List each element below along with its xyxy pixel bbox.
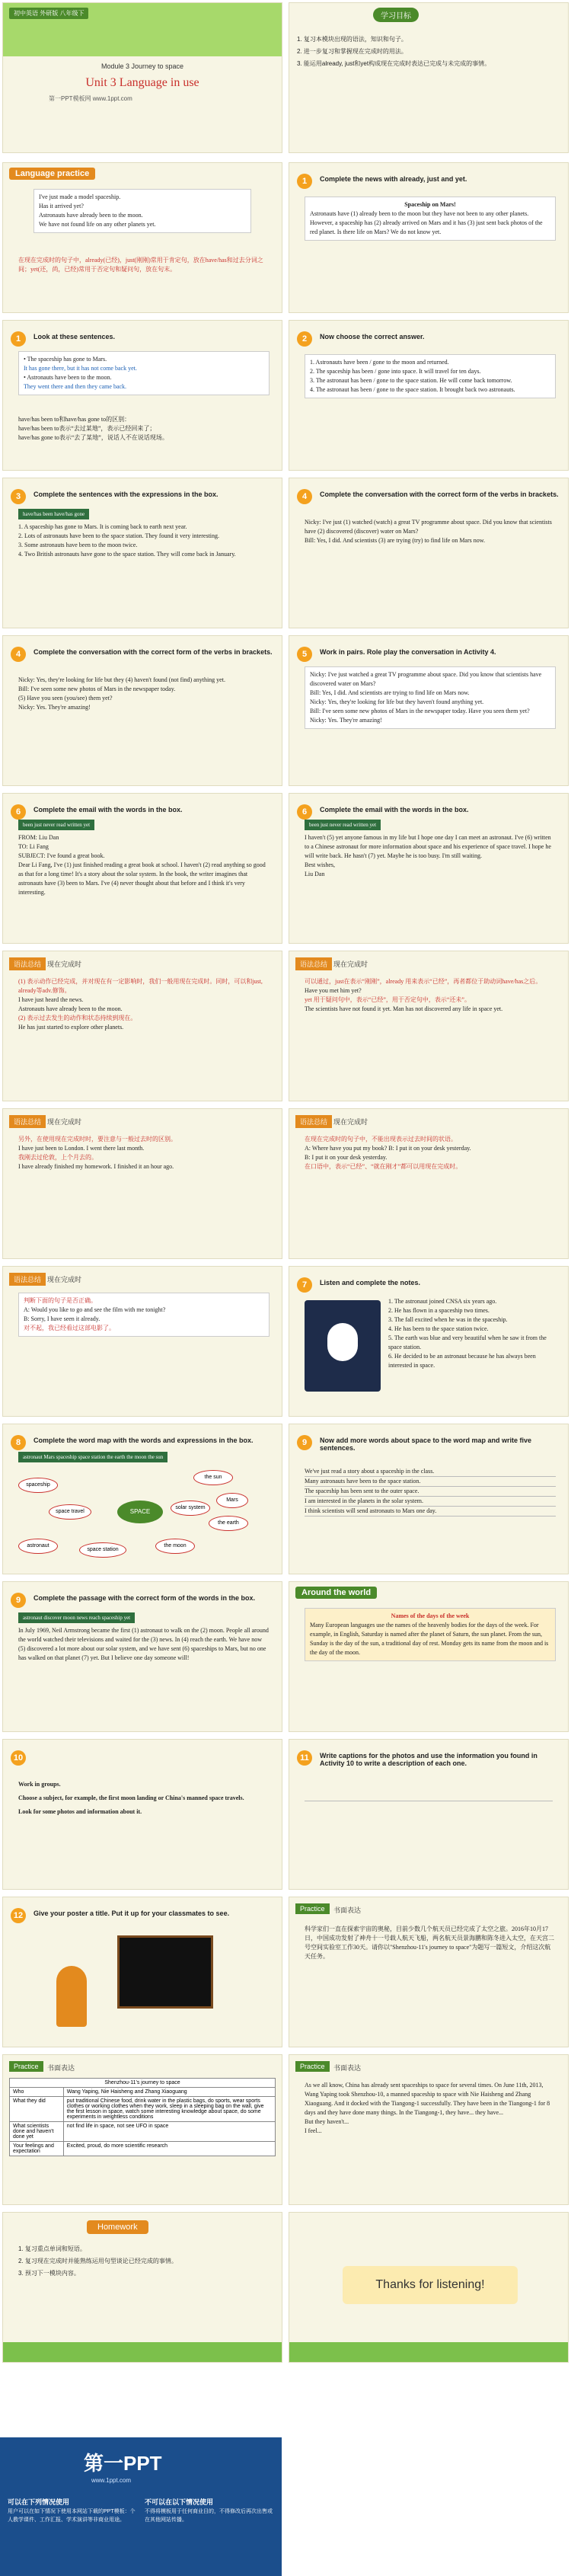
dialogue-line: Nicky: Yes. They're amazing! — [310, 717, 382, 724]
astronaut-icon — [327, 1323, 358, 1361]
sentence: It has gone there, but it has not come back yet. — [24, 365, 137, 372]
writing-lines — [305, 1801, 553, 1870]
activity-number: 10 — [11, 1750, 26, 1766]
note-item: 4. He has been to the space station twice. — [388, 1325, 489, 1332]
exercise-item: 1. A spaceship has gone to Mars. It is coming back to earth next year. — [18, 523, 187, 530]
note-item: 1. The astronaut joined CNSA six years ago. — [388, 1298, 497, 1305]
example-sentence: Astronauts have already been to the moon. — [39, 212, 143, 219]
slide-choose-answer[interactable] — [289, 320, 569, 471]
answer-item: 3. The astronaut has been / gone to the space station. He will come back tomorrow. — [310, 377, 512, 384]
map-node: astronaut — [18, 1539, 58, 1554]
slide-practice-a[interactable] — [289, 1897, 569, 2047]
table-cell: not find life in space, not see UFO in space — [63, 2122, 275, 2142]
grammar-content — [305, 977, 556, 1014]
table-header: Shenzhou-11's journey to space — [10, 2079, 276, 2088]
table-cell: What scientists done and haven't done yet — [10, 2122, 64, 2142]
email-to: TO: Li Fang — [18, 843, 49, 850]
map-node: space station — [79, 1542, 126, 1558]
slide-captions[interactable] — [289, 1739, 569, 1890]
activity-number: 6 — [11, 804, 26, 820]
section-tag: 语法总结 — [295, 1115, 332, 1128]
sentence-line: I think scientists will send astronauts to Mars one day. — [305, 1507, 556, 1517]
activity-title: Work in pairs. Role play the conversation in Activity 4. — [320, 648, 496, 656]
example-sentence: B: Sorry, I have seen it already. — [24, 1315, 100, 1322]
dialogue-line: (5) Have you seen (you/see) them yet? — [18, 695, 113, 702]
activity-title: Listen and complete the notes. — [320, 1279, 421, 1286]
word-box: astronaut Mars spaceship space station the earth the moon the sun — [18, 1452, 167, 1462]
table-cell: What they did — [10, 2097, 64, 2122]
word-box: astronaut discover moon news reach spaceship yet — [18, 1612, 135, 1623]
passage-body: In July 1969, Neil Armstrong became the first (1) astronaut to walk on the (2) moon. People all around the world watched their televisions and waited for the (3) news. In (4) reach the earth. We have now (5) discovered a lot more about our solar system, and we have sent (6) spaceships to Mars, but no one has walked on that planet (7) yet. But I believe one day someone will! — [18, 1627, 269, 1661]
note-line: 对不起，我已经看过这部电影了。 — [24, 1325, 115, 1331]
grass-decoration — [3, 2342, 282, 2362]
homework-heading: Homework — [87, 2220, 148, 2234]
sentence: They went there and then they came back. — [24, 383, 127, 390]
news-box — [305, 197, 556, 241]
note-line: have/has gone to表示“去了某地”，说话人不在说话现场。 — [18, 434, 168, 441]
word-box: been just never read written yet — [18, 820, 94, 830]
section-subtitle: 现在完成时 — [47, 960, 82, 968]
slide-language-practice[interactable] — [2, 162, 282, 313]
dialogue-line: Nicky: Yes, they're looking for life but they (4) haven't found (not find) anything yet. — [18, 676, 225, 683]
activity-number: 9 — [11, 1593, 26, 1608]
note-line: have/has been to表示“去过某地”，表示已经回来了； — [18, 425, 156, 432]
answer-item: 4. The astronaut has been / gone to the space station. It brought back two astronauts. — [310, 386, 515, 393]
section-subtitle: 现在完成时 — [47, 1118, 82, 1126]
sentence-line: The spaceship has been sent to the outer space. — [305, 1487, 556, 1497]
essay-line: I feel... — [305, 2127, 322, 2134]
section-subtitle: 书面表达 — [47, 2064, 75, 2072]
usage-text: 不得将模板用于任何商业目的，不得修改后再次出售或在其他网站传播。 — [145, 2509, 273, 2523]
activity-number: 4 — [297, 489, 312, 504]
info-table — [9, 2078, 276, 2156]
map-node: space travel — [49, 1504, 91, 1520]
notes-list — [388, 1297, 556, 1370]
usage-forbidden — [145, 2498, 274, 2524]
activity-title: Complete the news with already, just and yet. — [320, 175, 467, 183]
example-sentence: I have just been to London. I went there last month. — [18, 1145, 145, 1152]
model-essay — [305, 2081, 556, 2136]
group-instructions — [18, 1778, 270, 1819]
slide-grammar-4[interactable] — [289, 1108, 569, 1259]
dialogue-line: Bill: I've seen some new photos of Mars in the newspaper today. Have you seen them yet? — [310, 708, 530, 714]
conversation — [18, 676, 270, 712]
info-table-wrap — [9, 2078, 276, 2156]
section-subtitle: 现在完成时 — [47, 1276, 82, 1283]
activity-number: 9 — [297, 1435, 312, 1450]
section-subtitle: 书面表达 — [333, 2064, 362, 2072]
dialogue-line: Nicky: Yes. They're amazing! — [18, 704, 91, 711]
table-row — [10, 2122, 276, 2142]
table-cell: Who — [10, 2088, 64, 2097]
note-line: 在现在完成时的句子中，不能出现表示过去时间的状语。 — [305, 1136, 457, 1143]
essay-line: But they haven't... — [305, 2118, 349, 2125]
activity-title: Now choose the correct answer. — [320, 333, 425, 340]
example-sentence: The scientists have not found it yet. Man has not discovered any life in space yet. — [305, 1005, 503, 1012]
student-icon — [56, 1966, 87, 2027]
email-body: I haven't (5) yet anyone famous in my life but I hope one day I can meet an astronaut. I've (6) written to a Chinese astronaut for more information about space and his experience of space travel. I hope he will write back. He hasn't (7) yet. Maybe he is too busy. I'm still waiting. — [305, 834, 551, 859]
news-paragraph: Astronauts have (1) already been to the moon but they have not been to any other planets. However, a spaceship has (2) already arrived on Mars and it has (3) just sent back photos of the red planet. Is there life on Mars? We do not know yet. — [310, 210, 543, 235]
sentence: • The spaceship has gone to Mars. — [24, 356, 107, 363]
email-body: Dear Li Fang, I've (1) just finished reading a great book at school. I haven't (2) read anything so good as that for a long time! It's a story about the solar system. In the book, the writer imagines that astronauts have (3) been to Mars. I've (4) never thought about that before and I think it's very interesting. — [18, 861, 266, 896]
section-tag: 语法总结 — [9, 1115, 46, 1128]
grade-tag: 初中英语 外研版 八年级下 — [9, 8, 88, 19]
activity-number: 12 — [11, 1908, 26, 1923]
answer-item: 2. The spaceship has been / gone into space. It will travel for ten days. — [310, 368, 481, 375]
slide-look-sentences[interactable] — [2, 320, 282, 471]
activity-number: 5 — [297, 647, 312, 662]
answers-box — [305, 354, 556, 398]
activity-number: 1 — [297, 174, 312, 189]
activity-title: Complete the passage with the correct form of the words in the box. — [33, 1594, 256, 1602]
note-item: 5. The earth was blue and very beautiful when he saw it from the space station. — [388, 1334, 547, 1350]
instruction: Work in groups. — [18, 1781, 61, 1788]
email — [18, 820, 270, 897]
slide-expressions[interactable] — [2, 478, 282, 628]
example-sentence: B: I put it on your desk yesterday. — [305, 1154, 388, 1161]
exercise — [18, 509, 270, 559]
passage — [18, 1612, 270, 1663]
slide-activity-1[interactable] — [289, 162, 569, 313]
note-line: 可以通过，just在表示“刚刚”，already 用来表示“已经”，再者都位于助动词have/has之后。 — [305, 978, 542, 985]
section-tag: 语法总结 — [9, 957, 46, 970]
section-tag: Language practice — [9, 168, 95, 180]
activity-number: 2 — [297, 331, 312, 347]
activity-title: Give your poster a title. Put it up for your classmates to see. — [33, 1910, 230, 1917]
grammar-note: 在现在完成时的句子中，already(已经)，just(刚刚)常用于肯定句，放在have/has和过去分词之间；yet(还，尚，已经)常用于否定句和疑问句，放在句末。 — [18, 257, 263, 273]
map-center: SPACE — [117, 1501, 163, 1523]
example-sentence: I have just heard the news. — [18, 996, 84, 1003]
word-box-wrap — [18, 1452, 270, 1465]
section-subtitle: 现在完成时 — [333, 1118, 368, 1126]
activity-number: 1 — [11, 331, 26, 347]
sentence: • Astronauts have been to the moon. — [24, 374, 112, 381]
usage-allowed — [8, 2498, 137, 2524]
sentence-line: I am interested in the planets in the solar system. — [305, 1497, 556, 1507]
note-item: 6. He decided to be an astronaut because he has always been interested in space. — [388, 1353, 536, 1369]
email-sign: Best wishes, — [305, 861, 335, 868]
section-tag: Around the world — [295, 1587, 377, 1599]
example-sentence: Have you met him yet? — [305, 987, 362, 994]
note-item: 3. The fall excited when he was in the spaceship. — [388, 1316, 508, 1323]
slide-conversation-a[interactable] — [289, 478, 569, 628]
dialogue-line: Bill: I've seen some new photos of Mars in the newspaper today. — [18, 686, 176, 692]
map-node: Mars — [216, 1493, 248, 1508]
table-cell: Wang Yaping, Nie Haisheng and Zhang Xiaoguang — [63, 2088, 275, 2097]
reading-title: Names of the days of the week — [391, 1612, 470, 1619]
activity-number: 6 — [297, 804, 312, 820]
map-node: solar system — [171, 1501, 210, 1516]
slide-conversation-b[interactable] — [2, 635, 282, 786]
slide-thanks[interactable] — [289, 2212, 569, 2363]
section-subtitle: 书面表达 — [333, 1906, 362, 1914]
section-tag: Practice — [295, 2061, 330, 2072]
unit-title: Unit 3 Language in use — [85, 76, 199, 89]
table-cell: Your feelings and expectation — [10, 2142, 64, 2156]
activity-title: Complete the conversation with the correct form of the verbs in brackets. — [33, 648, 273, 656]
exercise-item: 4. Two British astronauts have gone to the space station. They will come back in January. — [18, 551, 236, 558]
dialogue-line: Nicky: I've just (1) watched (watch) a great TV programme about space. Did you know that scientists have (2) discovered (discover) water on Mars? — [305, 519, 552, 535]
note-line: 判断下面的句子是否正确。 — [24, 1297, 97, 1304]
activity-number: 3 — [11, 489, 26, 504]
section-tag: 语法总结 — [9, 1273, 46, 1286]
exercise-item: 2. Lots of astronauts have been to the space station. They found it very interesting. — [18, 532, 220, 539]
reading-box — [305, 1608, 556, 1661]
sentence-box — [18, 351, 270, 395]
goals-list — [297, 34, 560, 70]
homework-item: 1. 复习重点单词和短语。 — [18, 2245, 86, 2252]
slide-grammar-1[interactable] — [2, 951, 282, 1101]
dialogue-line: Nicky: Yes, they're looking for life but they haven't found anything yet. — [310, 698, 484, 705]
word-box: been just never read written yet — [305, 820, 381, 830]
slide-passage[interactable] — [2, 1581, 282, 1732]
activity-number: 4 — [11, 647, 26, 662]
example-sentence: I have already finished my homework. I finished it an hour ago. — [18, 1163, 174, 1170]
slide-grammar-3[interactable] — [2, 1108, 282, 1259]
email-subject: SUBJECT: I've found a great book. — [18, 852, 105, 859]
usage-heading: 可以在下列情况使用 — [8, 2498, 70, 2506]
astronaut-photo — [305, 1300, 381, 1392]
sentence-line: Many astronauts have been to the space station. — [305, 1477, 556, 1487]
table-cell: Excited, proud, do more scientific research — [63, 2142, 275, 2156]
slide-email-b[interactable] — [289, 793, 569, 944]
activity-title: Complete the email with the words in the box. — [320, 806, 469, 813]
grammar-content — [305, 1135, 556, 1171]
map-node: spaceship — [18, 1478, 58, 1493]
module-title: Module 3 Journey to space — [100, 62, 184, 70]
slide-poster[interactable] — [2, 1897, 282, 2047]
slide-write-sentences[interactable] — [289, 1424, 569, 1574]
email-from: FROM: Liu Dan — [18, 834, 59, 841]
example-sentence: He has just started to explore other planets. — [18, 1024, 124, 1031]
usage-heading: 不可以在以下情况使用 — [145, 2498, 214, 2506]
example-sentence: A: Where have you put my book? B: I put it on your desk yesterday. — [305, 1145, 471, 1152]
note-item: 2. He has flown in a spaceship two times. — [388, 1307, 490, 1314]
slide-email-a[interactable] — [2, 793, 282, 944]
grass-decoration — [289, 2342, 568, 2362]
slide-goals[interactable] — [289, 2, 569, 153]
example-sentence: We have not found life on any other planets yet. — [39, 221, 156, 228]
table-row — [10, 2142, 276, 2156]
grammar-content — [18, 1293, 270, 1337]
activity-title: Now add more words about space to the word map and write five sentences. — [320, 1437, 532, 1452]
slide-grammar-5[interactable] — [2, 1266, 282, 1417]
activity-title: Write captions for the photos and use the information you found in Activity 10 to write a description of each one. — [320, 1752, 538, 1767]
ppt-logo: 第一PPT — [84, 2452, 162, 2475]
exercise-item: 3. Some astronauts have been to the moon twice. — [18, 542, 138, 548]
grammar-content — [18, 977, 270, 1032]
table-row — [10, 2088, 276, 2097]
section-tag: Practice — [9, 2061, 43, 2072]
conversation — [305, 518, 556, 545]
slide-word-map[interactable] — [2, 1424, 282, 1574]
grammar-note — [18, 415, 270, 443]
news-headline: Spaceship on Mars! — [404, 201, 456, 208]
dialogue-line: Bill: Yes, I did. And scientists are trying to find life on Mars now. — [310, 689, 470, 696]
activity-title: Complete the sentences with the expressions in the box. — [33, 491, 219, 498]
activity-title: Look at these sentences. — [33, 333, 116, 340]
homework-list — [18, 2243, 177, 2280]
example-box — [33, 189, 251, 233]
conversation — [305, 666, 556, 729]
reading-body: Many European languages use the names of the heavenly bodies for the days of the week. For example, in English, Saturday is named after the planet of Saturn, the sun planet. From the sun, Sunday is the day of the sun, a traditional day of rest. Monday gets its name from the moon and is the day of the moon. — [310, 1622, 549, 1656]
slide-listen-notes[interactable] — [289, 1266, 569, 1417]
example-sentence: A: Would you like to go and see the film with me tonight? — [24, 1306, 166, 1313]
note-line: have/has been to和have/has gone to的区别： — [18, 416, 131, 423]
activity-title: Complete the word map with the words and expressions in the box. — [33, 1437, 254, 1444]
section-subtitle: 现在完成时 — [333, 960, 368, 968]
activity-number: 8 — [11, 1435, 26, 1450]
map-node: the earth — [209, 1516, 248, 1531]
source-text: 第一PPT模板网 www.1ppt.com — [49, 95, 132, 102]
goal-item: 1. 复习本模块出现的语法，知识和句子。 — [297, 36, 407, 43]
email — [305, 820, 556, 879]
slide-group-work[interactable] — [2, 1739, 282, 1890]
slide-practice-b[interactable] — [289, 2054, 569, 2205]
usage-text: 用户可以在如下情况下使用本网站下载的PPT模板：个人教学课件、工作汇报、学术演讲等非商业用途。 — [8, 2509, 136, 2523]
table-cell: put traditional Chinese food, drink water in the plastic bags, do sports, wear sports clothes or working clothes when they work, sleep in a sleeping bag on the wall, give the first lesson in space, watch some interesting knowledge about space, do some experiments in weightless conditions — [63, 2097, 275, 2122]
note-line: yet 用于疑问句中，表示“已经”，用于否定句中，表示“还未”。 — [305, 996, 471, 1003]
thanks-banner: Thanks for listening! — [343, 2266, 518, 2304]
activity-title: Complete the conversation with the correct form of the verbs in brackets. — [320, 491, 559, 498]
note-line: 我刚去过伦敦，上个月去的。 — [18, 1154, 97, 1161]
grammar-content — [18, 1135, 270, 1171]
blank-area — [286, 2437, 571, 2576]
example-sentence: Has it arrived yet? — [39, 203, 84, 209]
sentences — [305, 1467, 556, 1517]
activity-number: 11 — [297, 1750, 312, 1766]
dialogue-line: Bill: Yes, I did. And scientists (3) are trying (try) to find life on Mars now. — [305, 537, 486, 544]
practice-prompt: 科学家们一直在探索宇宙的奥秘，目前少数几个航天员已经完成了太空之旅。2016年10月17日，中国成功发射了神舟十一号载人航天飞船，两名航天员景海鹏和陈冬进入太空，在天宫二号空间实验室工作30天。请你以"Shenzhou-11's journey to space"为题写一篇短文，介绍这次航天任务。 — [305, 1926, 554, 1960]
slide-title[interactable] — [2, 2, 282, 153]
slide-around-world[interactable] — [289, 1581, 569, 1732]
example-sentence: I've just made a model spaceship. — [39, 193, 121, 200]
goals-heading: 学习目标 — [373, 8, 419, 22]
slide-practice-table[interactable] — [2, 2054, 282, 2205]
slide-grammar-2[interactable] — [289, 951, 569, 1101]
note-line: (2) 表示过去发生的动作和状态持续到现在。 — [18, 1015, 137, 1021]
slide-homework[interactable] — [2, 2212, 282, 2363]
ppt-url[interactable]: www.1ppt.com — [91, 2477, 132, 2484]
table-row — [10, 2097, 276, 2122]
dialogue-line: Nicky: I've just watched a great TV programme about space. Did you know that scientists have discovered water on Mars? — [310, 671, 542, 687]
homework-item: 3. 预习下一模块内容。 — [18, 2270, 80, 2277]
section-tag: 语法总结 — [295, 957, 332, 970]
map-node: the moon — [155, 1539, 195, 1554]
blackboard-icon — [117, 1935, 213, 2009]
instruction: Look for some photos and information about it. — [18, 1808, 142, 1815]
section-tag: Practice — [295, 1903, 330, 1914]
map-node: the sun — [193, 1470, 233, 1485]
email-sign: Liu Dan — [305, 871, 325, 877]
note-line: (1) 表示动作已经完成，并对现在有一定影响时，我们一般用现在完成时。同时，可以和just, already等adv.修饰。 — [18, 978, 263, 994]
essay-paragraph: As we all know, China has already sent spaceships to space for several times. On June 11th, 2013, Wang Yaping took Shenzhou-10, a manned spaceship to space with Nie Haisheng and Zhang Xiaoguang. And it docked with the Tiangong-1 successfully. They have been in the Tiangong-1 for 8 days and they have done many things. In the Tiangong-1, they have... they have... — [305, 2082, 550, 2116]
answer-item: 1. Astronauts have been / gone to the moon and returned. — [310, 359, 449, 366]
note-line: 在口语中，表示“已经”、“就在刚才”都可以用现在完成时。 — [305, 1163, 462, 1170]
word-box: have/has been have/has gone — [18, 509, 89, 519]
instruction: Choose a subject, for example, the first moon landing or China's manned space travels. — [18, 1795, 244, 1801]
activity-title: Complete the email with the words in the box. — [33, 806, 183, 813]
note-line: 另外，在使用现在完成时时，要注意与一般过去时的区别。 — [18, 1136, 177, 1143]
ppt-footer — [0, 2437, 282, 2576]
example-sentence: Astronauts have already been to the moon. — [18, 1005, 123, 1012]
goal-item: 3. 能运用already, just和yet构成现在完成时表达已完成与未完成的事情。 — [297, 60, 491, 67]
sentence-line: We've just read a story about a spaceship in the class. — [305, 1467, 556, 1477]
goal-item: 2. 进一步复习和掌握现在完成时的用法。 — [297, 48, 407, 55]
slide-role-play[interactable] — [289, 635, 569, 786]
homework-item: 2. 复习现在完成时并能熟练运用句型谈论已经完成的事情。 — [18, 2258, 177, 2264]
activity-number: 7 — [297, 1277, 312, 1293]
